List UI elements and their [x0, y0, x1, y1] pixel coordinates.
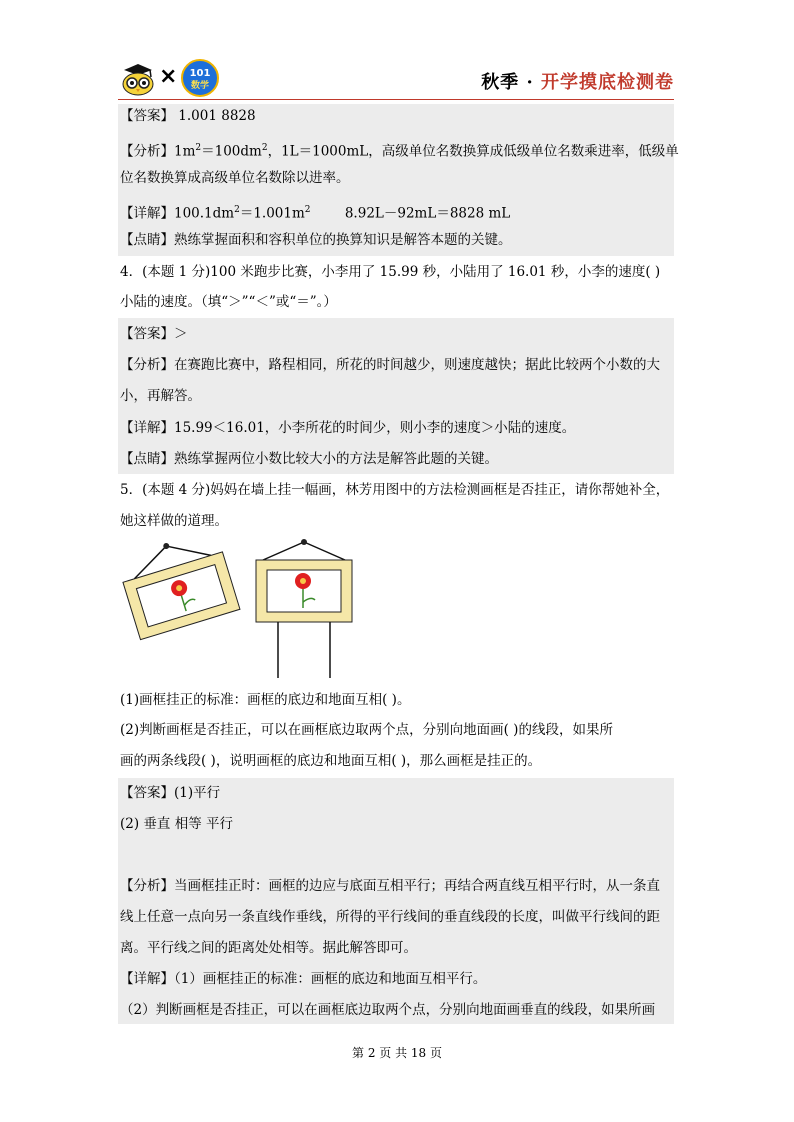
q3-analysis-line-2: 位名数换算成高级单位名数除以进率。: [120, 170, 350, 186]
q5-stem-line-2: 她这样做的道理。: [120, 513, 228, 529]
q5-analysis-line-1: 【分析】当画框挂正时：画框的边应与底面互相平行；再结合两直线互相平行时，从一条直: [120, 878, 660, 894]
q3-tip: 【点睛】熟练掌握面积和容积单位的换算知识是解答本题的关键。: [120, 232, 512, 248]
times-symbol: ×: [159, 64, 178, 89]
straight-frame: [256, 539, 352, 678]
svg-text:数学: 数学: [190, 81, 210, 91]
q4-stem-line-1: 4．(本题 1 分)100 米跑步比赛，小李用了 15.99 秒，小陆用了 16.01 秒，小李的速度( ): [120, 264, 661, 280]
picture-frames-illustration: [118, 536, 368, 680]
q4-analysis-line-2: 小，再解答。: [120, 388, 201, 404]
tilted-frame: [118, 536, 240, 640]
page-header: [118, 56, 674, 100]
q4-answer: 【答案】＞: [120, 326, 188, 342]
exam-title: 秋季 · 开学摸底检测卷: [481, 72, 674, 93]
q5-analysis-line-2: 线上任意一点向另一条直线作垂线，所得的平行线间的垂直线段的长度，叫做平行线间的距: [120, 909, 660, 925]
page-number: 第 2 页 共 18 页: [352, 1046, 442, 1060]
q5-sub1: (1)画框挂正的标准：画框的底边和地面互相( )。: [120, 692, 411, 708]
q5-answer-line-1: 【答案】(1)平行: [120, 785, 221, 801]
q4-tip: 【点睛】熟练掌握两位小数比较大小的方法是解答此题的关键。: [120, 451, 498, 467]
q5-analysis-line-3: 离。平行线之间的距离处处相等。据此解答即可。: [120, 940, 417, 956]
owl-logo-icon: [120, 62, 156, 96]
q3-detail: 【详解】$100.1dm^2=1.001m^2$ 8.92L－92mL＝8828 mL: [120, 205, 511, 222]
math-101-badge-icon: [180, 58, 220, 98]
q5-detail-line-2: （2）判断画框是否挂正，可以在画框底边取两个点，分别向地面画垂直的线段，如果所画: [120, 1002, 656, 1018]
q4-detail: 【详解】15.99＜16.01，小李所花的时间少，则小李的速度＞小陆的速度。: [120, 420, 576, 436]
q3-analysis-line-1: 【分析】$1m^2=100dm^2$，1L＝1000mL，高级单位名数换算成低级单位名数乘进率，低级单: [120, 143, 679, 160]
q5-detail-line-1: 【详解】（1）画框挂正的标准：画框的底边和地面互相平行。: [120, 971, 487, 987]
svg-text:101: 101: [189, 68, 211, 79]
q5-answer-line-2: (2) 垂直 相等 平行: [120, 816, 233, 832]
q5-sub2-line-2: 画的两条线段( )，说明画框的底边和地面互相( )，那么画框是挂正的。: [120, 753, 542, 769]
q3-answer: 【答案】 1.001 8828: [120, 108, 256, 124]
q4-analysis-line-1: 【分析】在赛跑比赛中，路程相同，所花的时间越少，则速度越快；据此比较两个小数的大: [120, 357, 660, 373]
q4-stem-line-2: 小陆的速度。（填“＞”“＜”或“＝”。）: [120, 294, 337, 310]
q5-stem-line-1: 5．(本题 4 分)妈妈在墙上挂一幅画，林芳用图中的方法检测画框是否挂正，请你帮她补全，: [120, 482, 670, 498]
q5-sub2-line-1: (2)判断画框是否挂正，可以在画框底边取两个点，分别向地面画( )的线段，如果所: [120, 722, 613, 738]
header-divider: [118, 99, 674, 100]
